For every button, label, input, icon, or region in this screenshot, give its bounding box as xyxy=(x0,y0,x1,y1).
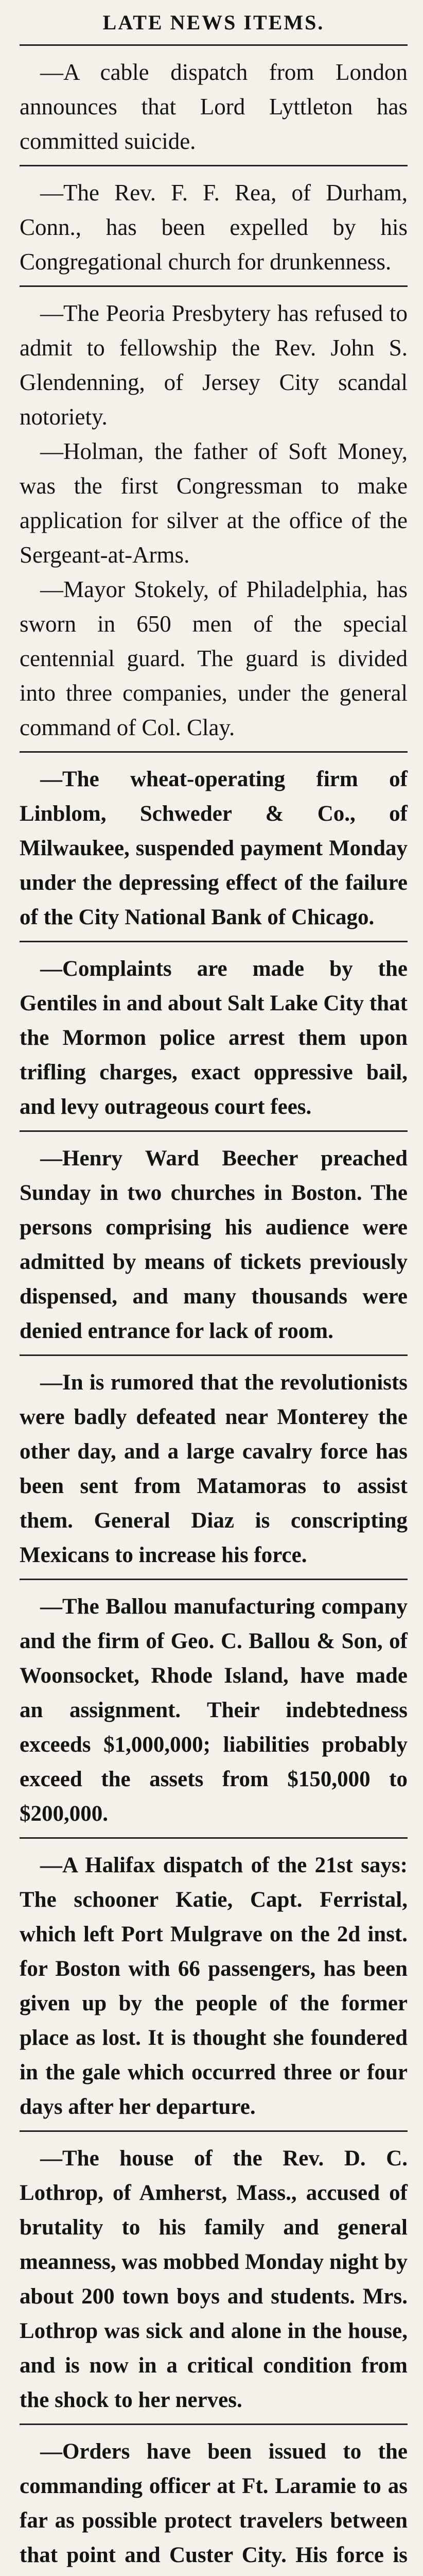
news-item-holman: —Holman, the father of Soft Money, was the first Congressman to make application for silver at the office of the Sergeant-at-Arms. xyxy=(20,438,408,568)
divider xyxy=(20,2424,408,2425)
divider xyxy=(20,44,408,46)
news-item-linblom: —The wheat-operating firm of Linblom, Schweder & Co., of Milwaukee, suspended payment Monday under the depressing effect of the failure of the City National Bank of Chicago. xyxy=(20,767,408,929)
divider xyxy=(20,941,408,942)
news-item-beecher: —Henry Ward Beecher preached Sunday in two churches in Boston. The persons comprising his audience were admitted by means of tickets previously dispensed, and many thousands were denied entrance for lack of room. xyxy=(20,1146,408,1343)
news-item-ballou: —The Ballou manufacturing company and the firm of Geo. C. Ballou & Son, of Woonsocket, Rhode Island, have made an assignment. Their indebtedness exceeds $1,000,000; liabilities probably exceed the assets from $150,000 to $200,000. xyxy=(20,1595,408,1826)
news-item-peoria: —The Peoria Presbytery has refused to admit to fellowship the Rev. John S. Glendenning, of Jersey City scandal notoriety. xyxy=(20,300,408,430)
divider xyxy=(20,1354,408,1356)
news-item-laramie: —Orders have been issued to the commanding officer at Ft. Laramie to as far as possible protect travelers between that point and Custer City. His force is xyxy=(20,2439,408,2567)
news-item-halifax: —A Halifax dispatch of the 21st says: The schooner Katie, Capt. Ferristal, which left Port Mulgrave on the 2d inst. for Boston with 66 passengers, has been given up by the people of the former place as lost. It is thought she foundered in the gale which occurred three or four days after her departure. xyxy=(20,1853,408,2119)
news-item-monterey: —In is rumored that the revolutionists were badly defeated near Monterey the other day, and a large cavalry force has been sent from Matamoras to assist them. General Diaz is conscripting Mexicans to increase his force. xyxy=(20,1370,408,1567)
divider xyxy=(20,1837,408,1839)
news-item-lothrop: —The house of the Rev. D. C. Lothrop, of Amherst, Mass., accused of brutality to his family and general meanness, was mobbed Monday night by about 200 town boys and students. Mrs. Lothrop was sick and alone in the house, and is now in a critical condition from the shock to her nerves. xyxy=(20,2146,408,2412)
news-item-rea: —The Rev. F. F. Rea, of Durham, Conn., has been expelled by his Congregational church for drunkenness. xyxy=(20,180,408,275)
news-item-lyttleton: —A cable dispatch from London announces that Lord Lyttleton has committed suicide. xyxy=(20,59,408,154)
divider xyxy=(20,2130,408,2132)
divider xyxy=(20,165,408,166)
divider xyxy=(20,1130,408,1132)
divider xyxy=(20,285,408,287)
divider xyxy=(20,751,408,753)
column-heading: LATE NEWS ITEMS. xyxy=(102,11,325,34)
news-item-stokely: —Mayor Stokely, of Philadelphia, has sworn in 650 men of the special centennial guard. The guard is divided into three companies, under the general command of Col. Clay. xyxy=(20,577,408,740)
news-item-salt-lake: —Complaints are made by the Gentiles in and about Salt Lake City that the Mormon police arrest them upon trifling charges, exact oppressive bail, and levy outrageous court fees. xyxy=(20,957,408,1119)
divider xyxy=(20,1579,408,1580)
